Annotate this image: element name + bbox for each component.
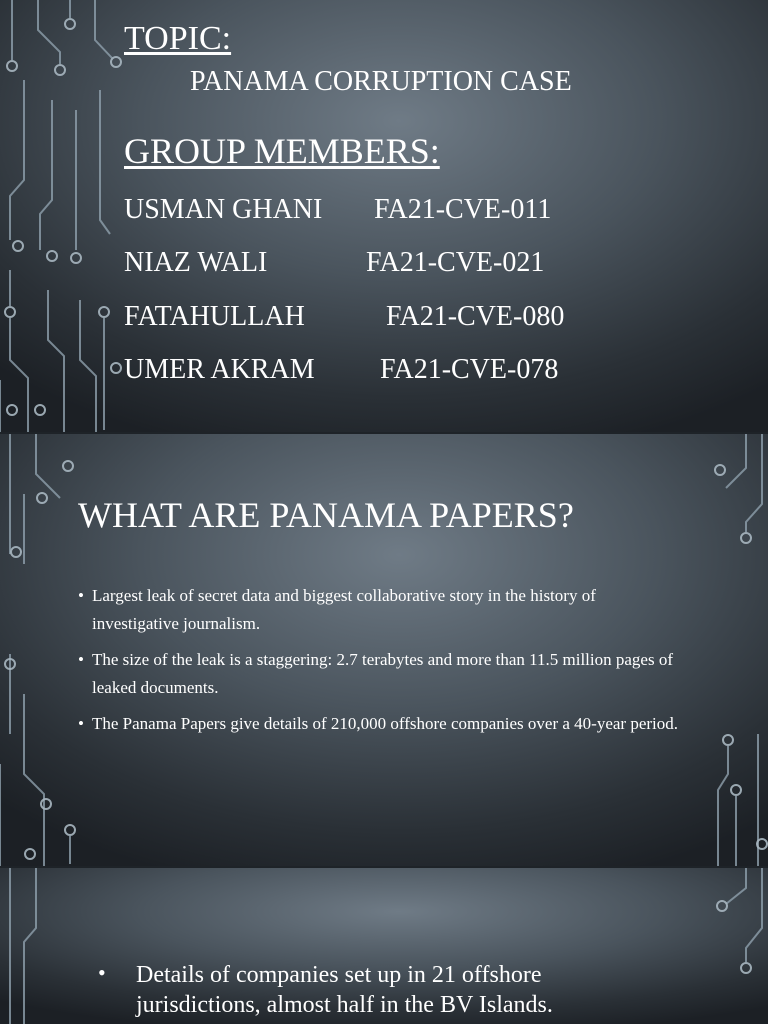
circuit-decoration-right [708,868,768,1024]
member-id: FA21-CVE-021 [366,247,545,278]
member-name: UMER AKRAM [124,354,315,385]
group-members-label: GROUP MEMBERS: [124,131,440,171]
circuit-decoration-right [708,434,768,866]
list-item: • The Panama Papers give details of 210,000 offshore companies over a 40-year period. [78,710,678,738]
member-id: FA21-CVE-078 [380,354,559,385]
list-item: • Largest leak of secret data and biggest collaborative story in the history of investigative journalism. [78,582,678,638]
member-name: USMAN GHANI [124,194,323,225]
topic-label: TOPIC: [124,20,232,57]
circuit-decoration-left [0,434,80,866]
slide-3-bullet-list [98,960,658,1020]
member-row [124,247,545,279]
slide-2-title: WHAT ARE PANAMA PAPERS? [78,495,574,535]
slide-1 [0,0,768,432]
circuit-decoration-left [0,0,125,432]
list-item: • The size of the leak is a staggering: 2.7 terabytes and more than 11.5 million pages of leaked documents. [78,646,678,702]
member-row [124,354,559,386]
member-name: FATAHULLAH [124,301,305,332]
member-id: FA21-CVE-080 [386,301,565,332]
list-item: • Details of companies set up in 21 offshore jurisdictions, almost half in the BV Islands. [98,960,658,1020]
circuit-decoration-left [0,868,60,1024]
topic-title: PANAMA CORRUPTION CASE [190,66,572,97]
member-id: FA21-CVE-011 [374,194,552,225]
member-row [124,301,565,333]
slide-2-bullet-list [78,582,678,746]
member-name: NIAZ WALI [124,247,268,278]
member-row [124,194,552,226]
